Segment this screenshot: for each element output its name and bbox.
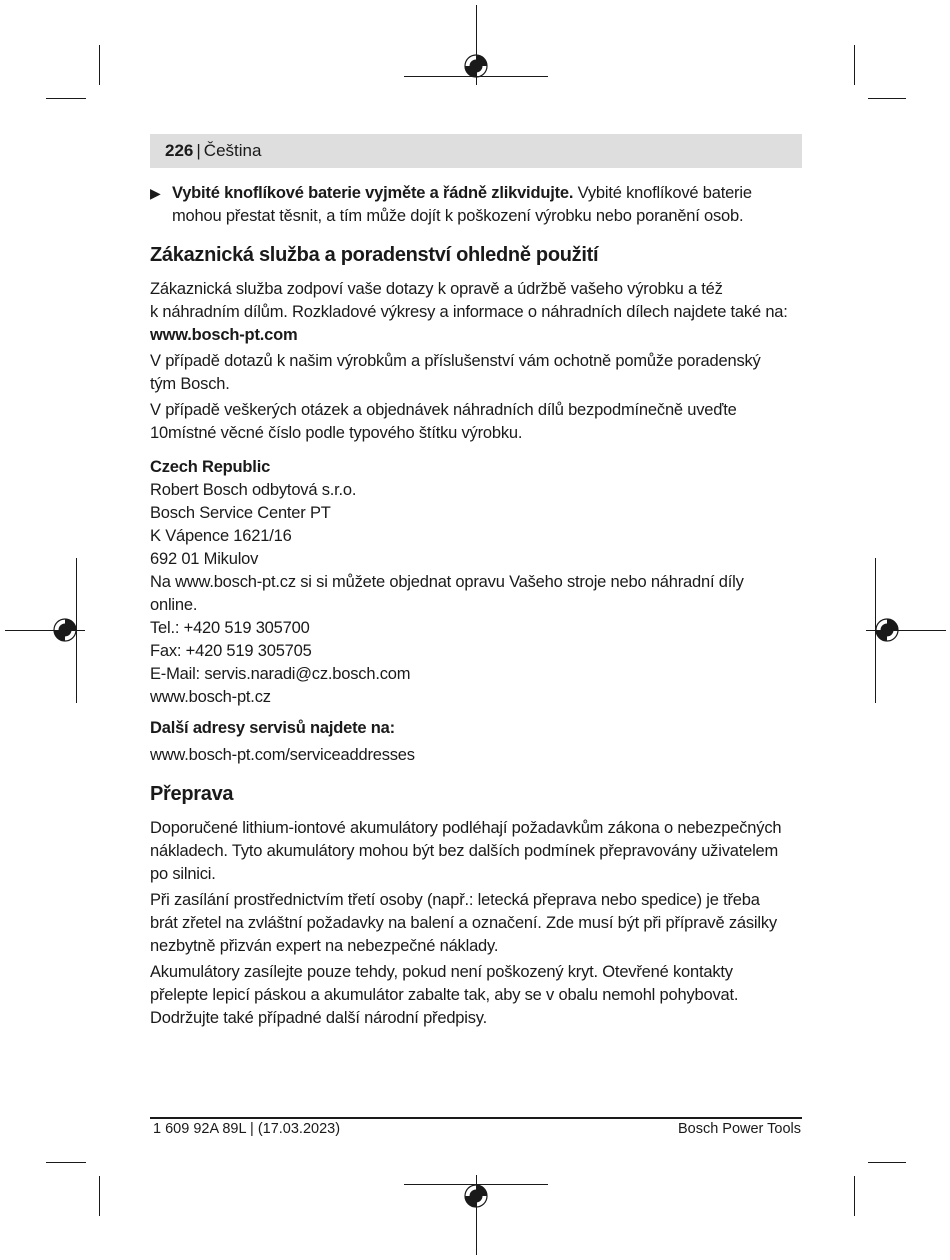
registration-target-icon — [463, 53, 489, 79]
crop-mark — [868, 1162, 906, 1163]
address-line: 692 01 Mikulov — [150, 550, 259, 568]
text-line: V případě veškerých otázek a objednávek náhradních dílů bezpodmínečně uveďte — [150, 401, 737, 419]
more-addresses-heading: Další adresy servisů najdete na: — [150, 719, 395, 737]
more-addresses-link[interactable]: www.bosch-pt.com/serviceaddresses — [150, 746, 415, 764]
text-line: 10místné věcné číslo podle typového štítku výrobku. — [150, 424, 523, 442]
registration-target-icon — [463, 1183, 489, 1209]
address-block — [150, 456, 810, 709]
address-email[interactable]: E-Mail: servis.naradi@cz.bosch.com — [150, 665, 411, 683]
transport-paragraph — [150, 889, 810, 958]
address-line: online. — [150, 596, 198, 614]
transport-paragraph — [150, 817, 810, 886]
crop-mark — [46, 98, 86, 99]
crop-mark — [99, 1176, 100, 1216]
text-line: nákladech. Tyto akumulátory mohou být bez dalších podmínek přepravovány uživatelem — [150, 842, 779, 860]
text-line: brát zřetel na zvláštní požadavky na balení a označení. Zde musí být při přípravě zásilky — [150, 914, 777, 932]
address-line: Na www.bosch-pt.cz si si můžete objednat opravu Vašeho stroje nebo náhradní díly — [150, 573, 744, 591]
text-line: Akumulátory zasílejte pouze tehdy, pokud není poškozený kryt. Otevřené kontakty — [150, 963, 733, 981]
address-phone: Tel.: +420 519 305700 — [150, 619, 310, 637]
header-language: Čeština — [203, 141, 262, 160]
text-line: k náhradním dílům. Rozkladové výkresy a informace o náhradních dílech najdete také na: — [150, 303, 788, 321]
text-line: V případě dotazů k našim výrobkům a příslušenství vám ochotně pomůže poradenský — [150, 352, 761, 370]
page-header — [150, 134, 802, 168]
bullet-text-line: Vybité knoflíkové baterie — [577, 184, 752, 202]
transport-paragraph — [150, 961, 810, 1030]
footer-rule — [150, 1117, 802, 1119]
address-fax: Fax: +420 519 305705 — [150, 642, 312, 660]
crop-mark — [99, 45, 100, 85]
text-line: Zákaznická služba zodpoví vaše dotazy k opravě a údržbě vašeho výrobku a též — [150, 280, 723, 298]
crop-mark — [854, 1176, 855, 1216]
header-separator: | — [196, 141, 201, 160]
transport-heading: Přeprava — [150, 783, 234, 805]
page-content — [150, 182, 810, 1033]
warning-bullet — [150, 182, 810, 228]
text-line: přelepte lepicí páskou a akumulátor zabalte tak, aby se v obalu nemohl pohybovat. — [150, 986, 739, 1004]
registration-target-icon — [874, 617, 900, 643]
service-paragraph — [150, 399, 810, 445]
address-website[interactable]: www.bosch-pt.cz — [150, 688, 271, 706]
service-paragraph — [150, 278, 810, 347]
address-country: Czech Republic — [150, 458, 271, 476]
footer-doc-id: 1 609 92A 89L | (17.03.2023) — [153, 1121, 341, 1137]
text-line: nezbytně přizván expert na nebezpečné náklady. — [150, 937, 499, 955]
page-number: 226 — [165, 141, 194, 160]
crop-mark — [46, 1162, 86, 1163]
bullet-text-line: mohou přestat těsnit, a tím může dojít k poškození výrobku nebo poranění osob. — [172, 207, 744, 225]
address-line: K Vápence 1621/16 — [150, 527, 292, 545]
service-paragraph — [150, 350, 810, 396]
crop-mark — [868, 98, 906, 99]
address-line: Robert Bosch odbytová s.r.o. — [150, 481, 357, 499]
crop-mark — [854, 45, 855, 85]
text-line: Doporučené lithium-iontové akumulátory podléhají požadavkům zákona o nebezpečných — [150, 819, 782, 837]
page-footer — [153, 1121, 801, 1137]
bullet-bold-text: Vybité knoflíkové baterie vyjměte a řádně zlikvidujte. — [172, 184, 574, 202]
text-line: tým Bosch. — [150, 375, 230, 393]
service-heading: Zákaznická služba a poradenství ohledně použití — [150, 244, 599, 266]
address-line: Bosch Service Center PT — [150, 504, 331, 522]
service-website-link[interactable]: www.bosch-pt.com — [150, 326, 298, 344]
footer-brand: Bosch Power Tools — [677, 1121, 801, 1137]
text-line: Dodržujte také případné další národní předpisy. — [150, 1009, 488, 1027]
text-line: Při zasílání prostřednictvím třetí osoby (např.: letecká přeprava nebo spedice) je třeba — [150, 891, 760, 909]
text-line: po silnici. — [150, 865, 216, 883]
registration-target-icon — [52, 617, 78, 643]
bullet-text — [172, 182, 752, 228]
bullet-arrow-icon: ▶ — [150, 185, 161, 201]
